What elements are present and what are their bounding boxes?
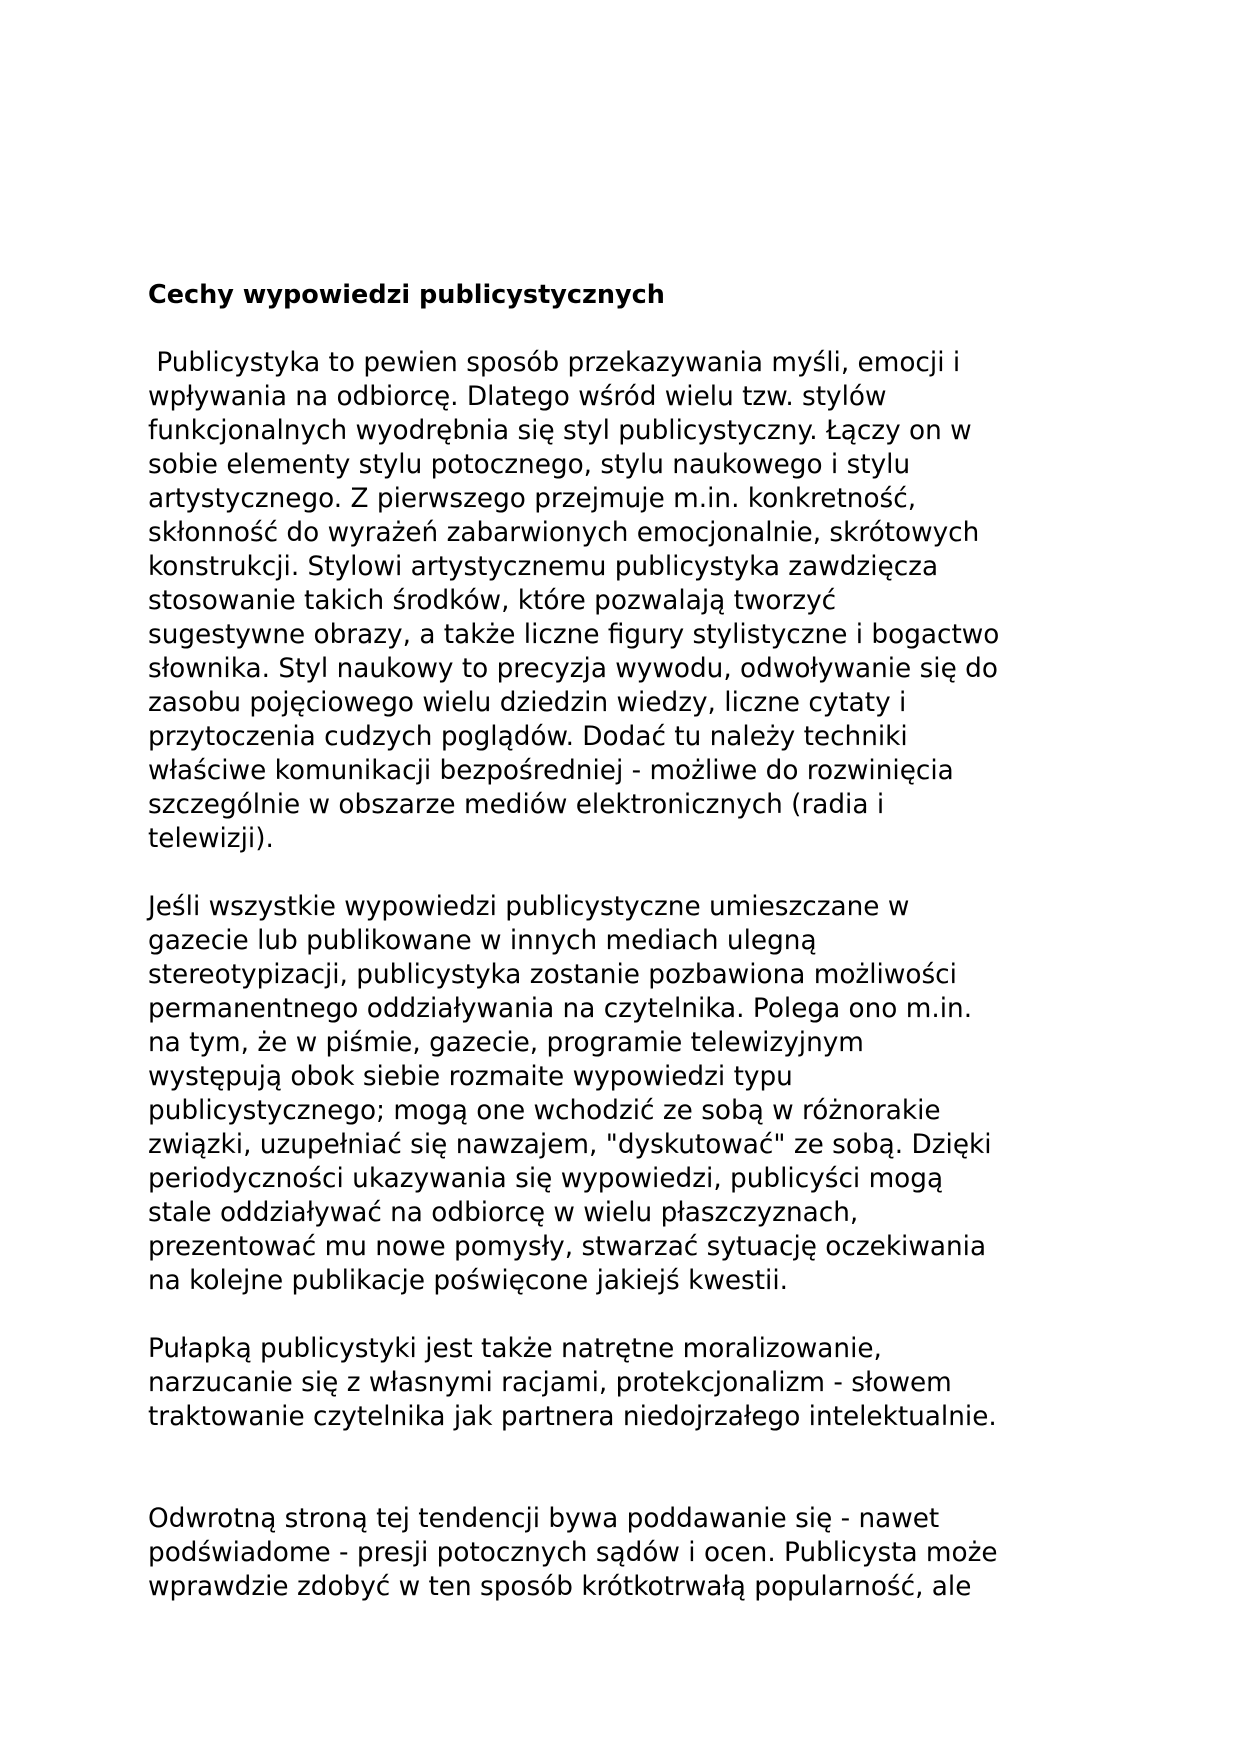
text-line: stosowanie takich środków, które pozwalają tworzyć	[148, 586, 837, 616]
text-line: zasobu pojęciowego wielu dziedzin wiedzy, liczne cytaty i	[148, 688, 907, 718]
text-line: Odwrotną stroną tej tendencji bywa poddawanie się - nawet	[148, 1504, 940, 1534]
text-line: sobie elementy stylu potocznego, stylu naukowego i stylu	[148, 450, 911, 480]
text-line: związki, uzupełniać się nawzajem, "dyskutować" ze sobą. Dzięki	[148, 1130, 992, 1160]
text-line: Publicystyka to pewien sposób przekazywania myśli, emocji i	[148, 348, 961, 378]
text-line: prezentować mu nowe pomysły, stwarzać sytuację oczekiwania	[148, 1232, 987, 1262]
text-line: stale oddziaływać na odbiorcę w wielu płaszczyznach,	[148, 1198, 859, 1228]
text-line: stereotypizacji, publicystyka zostanie pozbawiona możliwości	[148, 960, 957, 990]
text-line: funkcjonalnych wyodrębnia się styl publicystyczny. Łączy on w	[148, 416, 972, 446]
text-line: telewizji).	[148, 824, 274, 854]
text-line: Pułapką publicystyki jest także natrętne moralizowanie,	[148, 1334, 882, 1364]
text-line: szczególnie w obszarze mediów elektronicznych (radia i	[148, 790, 885, 820]
text-line: wprawdzie zdobyć w ten sposób krótkotrwałą popularność, ale	[148, 1572, 972, 1602]
paragraph-2	[148, 890, 1108, 1298]
text-line: na kolejne publikacje poświęcone jakiejś kwestii.	[148, 1266, 788, 1296]
paragraph-4	[148, 1502, 1108, 1604]
text-line: sugestywne obrazy, a także liczne figury stylistyczne i bogactwo	[148, 620, 1000, 650]
text-line: wpływania na odbiorcę. Dlatego wśród wielu tzw. stylów	[148, 382, 887, 412]
text-line: podświadome - presji potocznych sądów i ocen. Publicysta może	[148, 1538, 998, 1568]
text-line: gazecie lub publikowane w innych mediach ulegną	[148, 926, 817, 956]
text-line: słownika. Styl naukowy to precyzja wywodu, odwoływanie się do	[148, 654, 998, 684]
text-line: przytoczenia cudzych poglądów. Dodać tu należy techniki	[148, 722, 908, 752]
paragraph-1	[148, 346, 1108, 856]
text-line: publicystycznego; mogą one wchodzić ze sobą w różnorakie	[148, 1096, 941, 1126]
text-line: konstrukcji. Stylowi artystycznemu publicystyka zawdzięcza	[148, 552, 939, 582]
text-line: permanentnego oddziaływania na czytelnika. Polega ono m.in.	[148, 994, 973, 1024]
text-line: periodyczności ukazywania się wypowiedzi, publicyści mogą	[148, 1164, 944, 1194]
text-line: występują obok siebie rozmaite wypowiedzi typu	[148, 1062, 793, 1092]
paragraph-3	[148, 1332, 1108, 1434]
text-line: właściwe komunikacji bezpośredniej - możliwe do rozwinięcia	[148, 756, 954, 786]
text-line: artystycznego. Z pierwszego przejmuje m.in. konkretność,	[148, 484, 917, 514]
text-line: traktowanie czytelnika jak partnera niedojrzałego intelektualnie.	[148, 1402, 997, 1432]
text-line: skłonność do wyrażeń zabarwionych emocjonalnie, skrótowych	[148, 518, 980, 548]
text-line: Jeśli wszystkie wypowiedzi publicystyczne umieszczane w	[148, 892, 910, 922]
text-line: na tym, że w piśmie, gazecie, programie telewizyjnym	[148, 1028, 864, 1058]
document-title: Cechy wypowiedzi publicystycznych	[148, 280, 665, 310]
text-line: narzucanie się z własnymi racjami, protekcjonalizm - słowem	[148, 1368, 952, 1398]
document-body	[148, 278, 1108, 1638]
